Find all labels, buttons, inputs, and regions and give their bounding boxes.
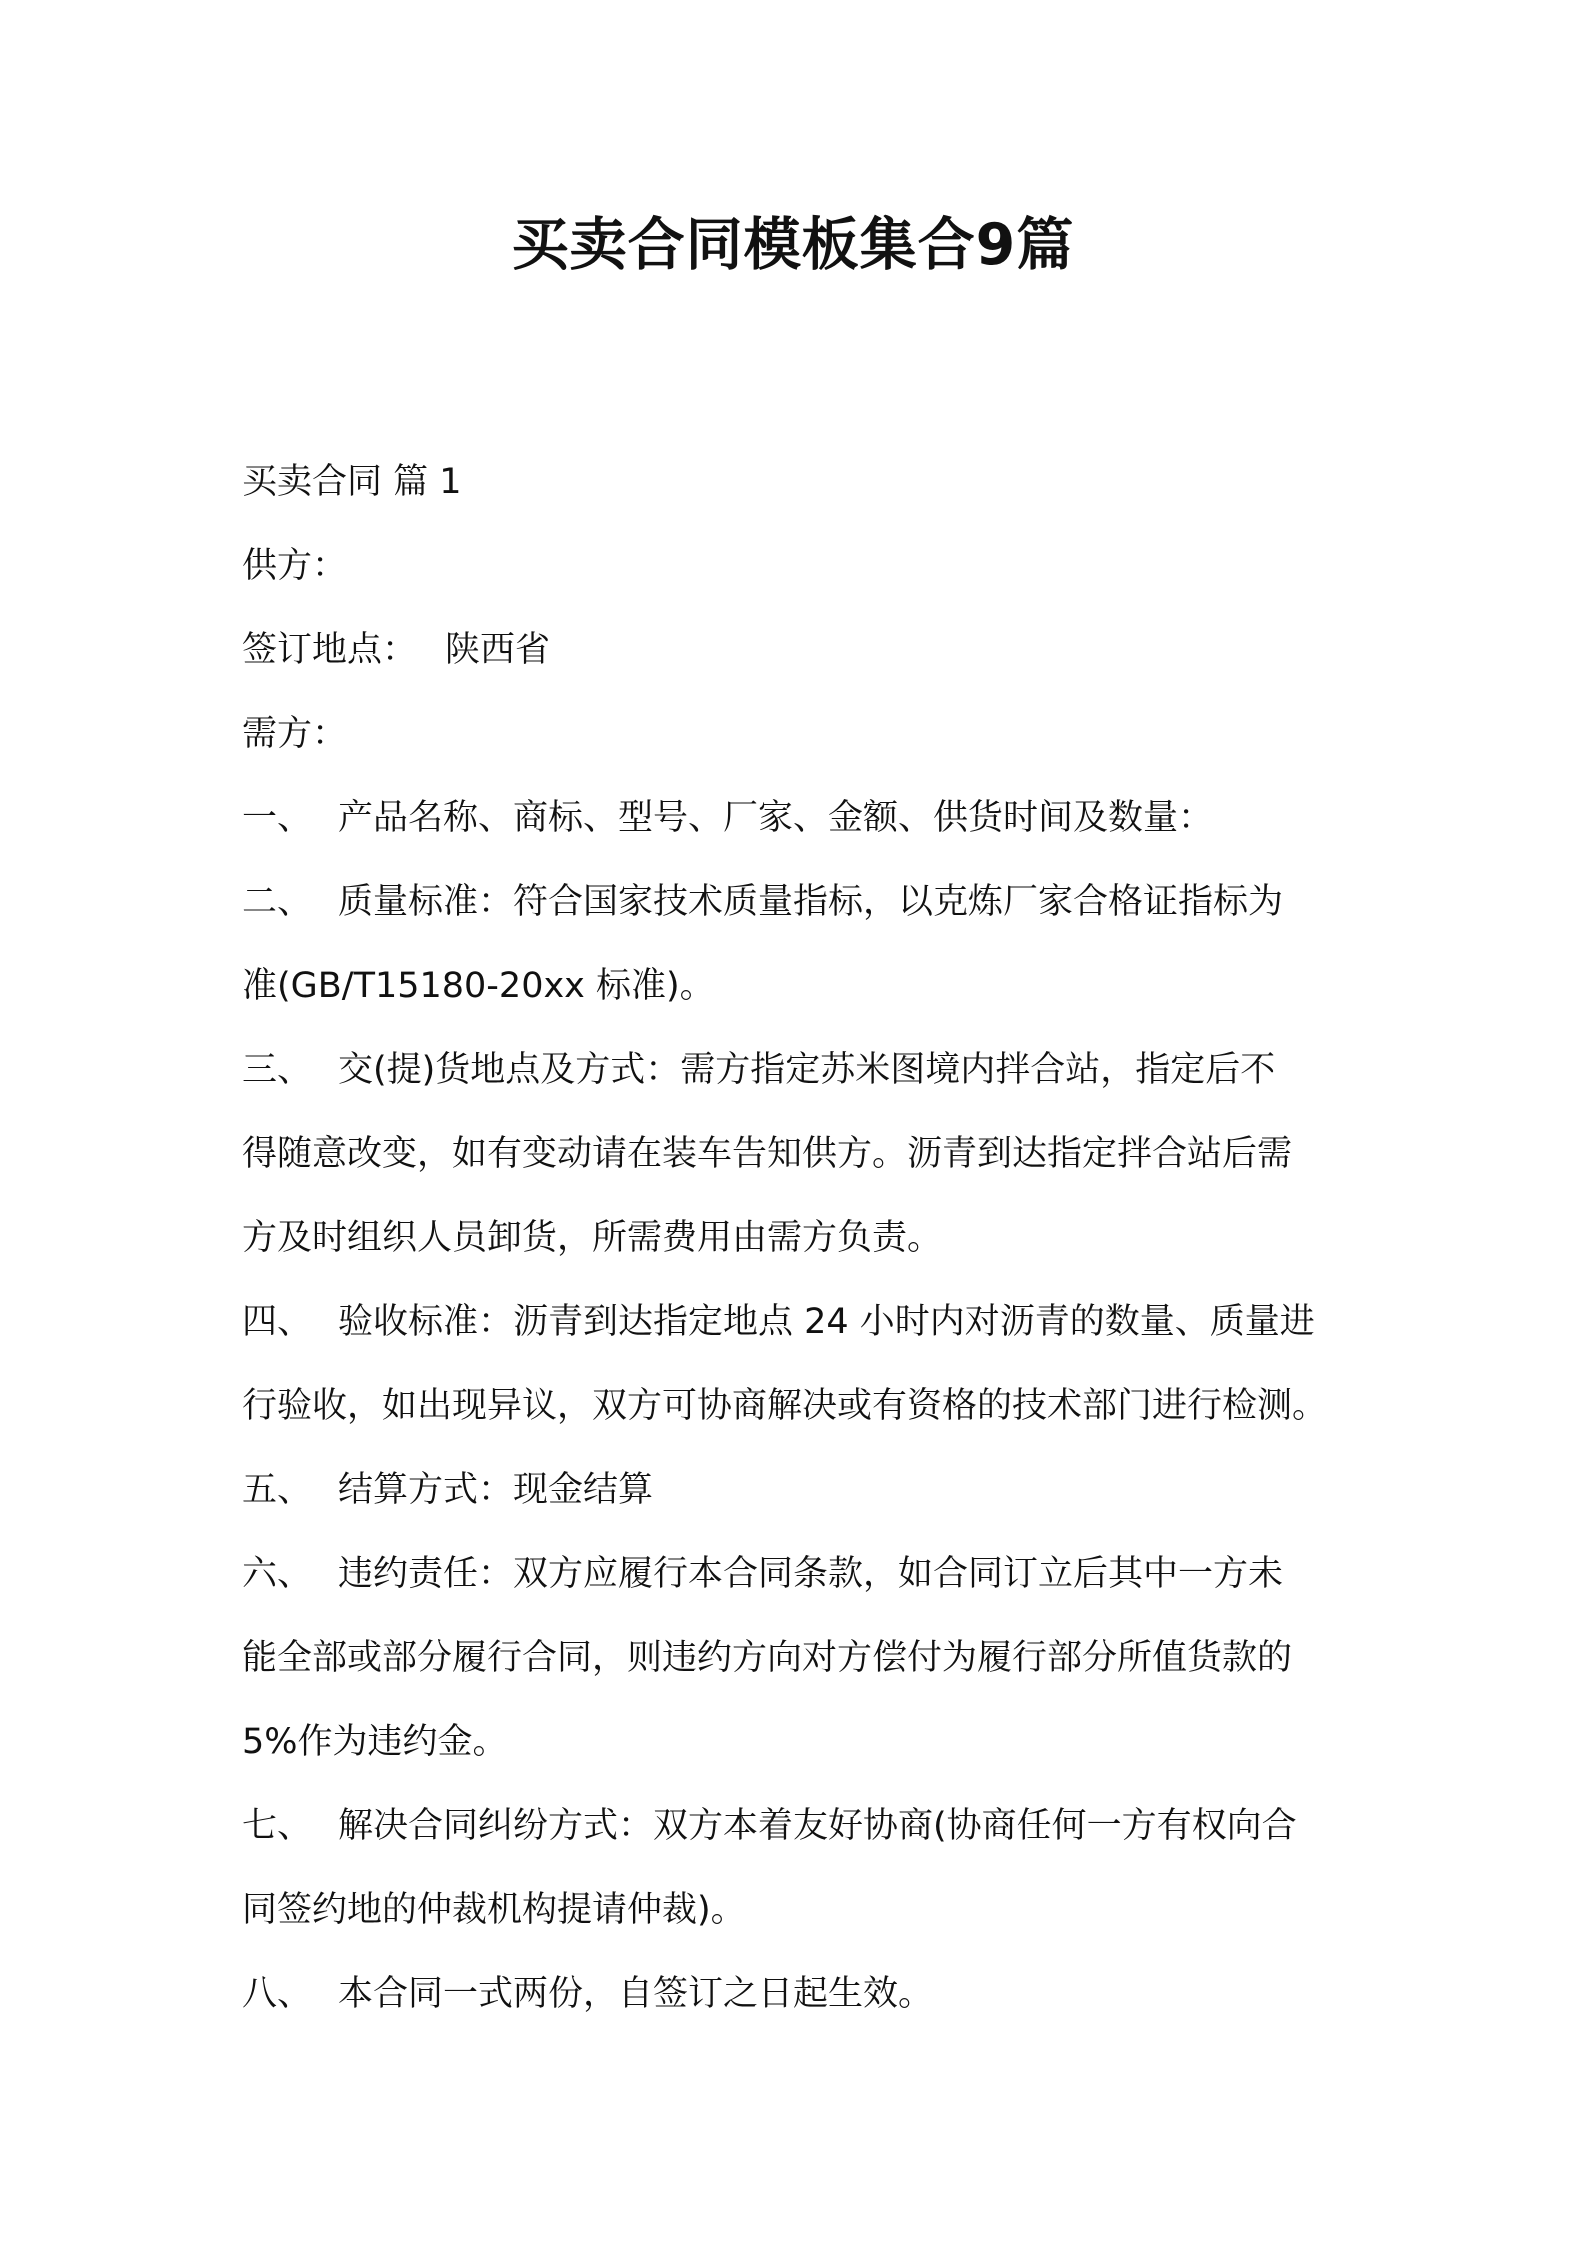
clause-number: 一、 (242, 798, 313, 838)
clause-3-line-2: 得随意改变，如有变动请在装车告知供方。沥青到达指定拌合站后需 (242, 1134, 1293, 1174)
clause-6-line-3: 5%作为违约金。 (242, 1722, 508, 1762)
clause-1-line-1 (242, 776, 1362, 860)
clause-text: 本合同一式两份，自签订之日起生效。 (338, 1974, 934, 2014)
buyer-line: 需方： (242, 714, 348, 754)
clause-number: 八、 (242, 1974, 313, 2014)
document-body (242, 440, 1362, 2036)
clause-3-line-1 (242, 1028, 1362, 1112)
section-heading: 买卖合同 篇 1 (242, 462, 462, 502)
clause-5-line-1 (242, 1448, 1362, 1532)
signing-place-line (242, 608, 1362, 692)
supplier-line: 供方： (242, 546, 348, 586)
document-title: 买卖合同模板集合9篇 (511, 212, 1075, 278)
clause-4-line-2: 行验收，如出现异议，双方可协商解决或有资格的技术部门进行检测。 (242, 1386, 1328, 1426)
clause-number: 三、 (242, 1050, 313, 1090)
clause-7-line-1 (242, 1784, 1362, 1868)
clause-2-line-1 (242, 860, 1362, 944)
clause-number: 二、 (242, 882, 313, 922)
clause-number: 七、 (242, 1806, 313, 1846)
clause-6-line-2: 能全部或部分履行合同，则违约方向对方偿付为履行部分所值货款的 (242, 1638, 1293, 1678)
clause-4-line-1 (242, 1280, 1362, 1364)
clause-number: 四、 (242, 1302, 313, 1342)
clause-text: 质量标准：符合国家技术质量指标，以克炼厂家合格证指标为 (338, 882, 1284, 922)
clause-text: 产品名称、商标、型号、厂家、金额、供货时间及数量： (338, 798, 1214, 838)
clause-3-line-3: 方及时组织人员卸货，所需费用由需方负责。 (242, 1218, 943, 1258)
clause-text: 结算方式：现金结算 (338, 1470, 654, 1510)
clause-number: 五、 (242, 1470, 313, 1510)
clause-2-line-2: 准(GB/T15180-20xx 标准)。 (242, 966, 715, 1006)
clause-8-line-1 (242, 1952, 1362, 2036)
clause-number: 六、 (242, 1554, 313, 1594)
signing-place-label: 签订地点： (242, 630, 418, 670)
signing-place-value: 陕西省 (445, 630, 551, 670)
clause-6-line-1 (242, 1532, 1362, 1616)
clause-7-line-2: 同签约地的仲裁机构提请仲裁)。 (242, 1890, 746, 1930)
clause-text: 交(提)货地点及方式：需方指定苏米图境内拌合站，指定后不 (338, 1050, 1276, 1090)
clause-text: 解决合同纠纷方式：双方本着友好协商(协商任何一方有权向合 (338, 1806, 1297, 1846)
clause-text: 验收标准：沥青到达指定地点 24 小时内对沥青的数量、质量进 (338, 1302, 1315, 1342)
clause-text: 违约责任：双方应履行本合同条款，如合同订立后其中一方未 (338, 1554, 1284, 1594)
